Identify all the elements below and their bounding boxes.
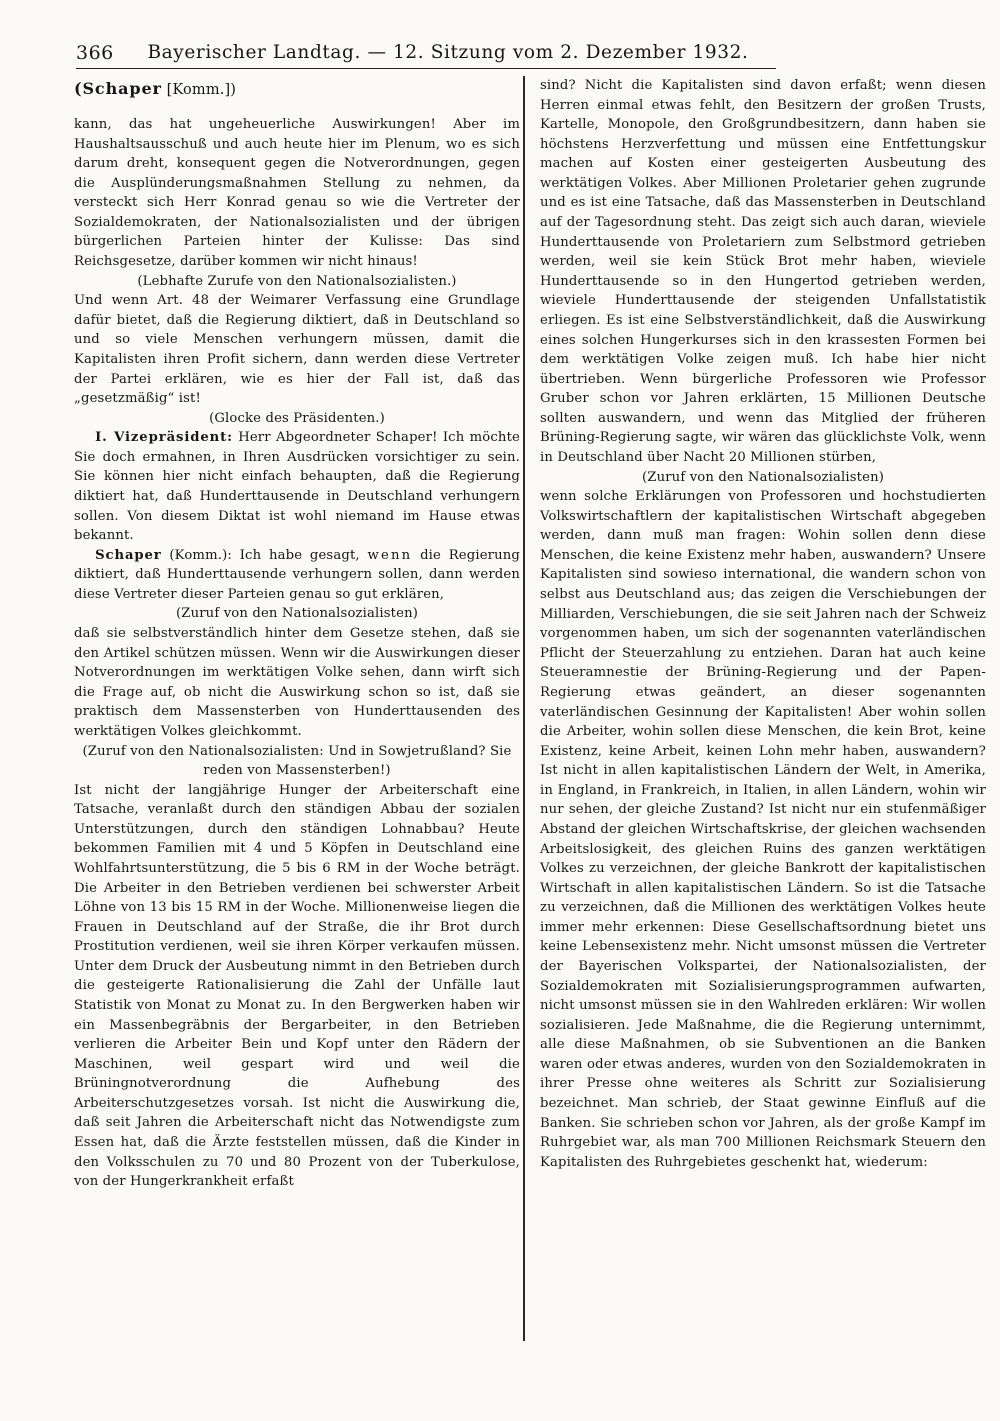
speaker-name: I. Vizepräsident:	[95, 430, 233, 446]
speaker-turn	[74, 546, 520, 605]
continuation-heading	[74, 76, 520, 115]
interjection: (Zuruf von den Nationalsozialisten: Und in Sowjetrußland? Sie reden von Massensterben!)	[82, 743, 512, 779]
continuation-speaker: (Schaper	[74, 79, 162, 98]
speech-paragraph: daß sie selbstverständlich hinter dem Gesetze stehen, daß sie den Artikel schützen müssen. Wenn wir die Auswirkungen dieser Notverordnungen im werktätigen Volke sehen, dann wirft sich die Frage auf, ob nicht die Auswirkung schon so ist, daß sie praktisch dem Massensterben von Hunderttausenden des werktätigen Volkes gleichkommt.	[74, 626, 520, 739]
interjection: (Zuruf von den Nationalsozialisten)	[175, 606, 419, 622]
speech-paragraph: wenn solche Erklärungen von Professoren und hochstudierten Volkswirtschaftlern der kapitalistischen Wirtschaft abgegeben werden, dann muß man fragen: Wohin sollen denn diese Menschen, die keine Existenz mehr haben, auswandern? Unsere Kapitalisten sind sowieso international, die wandern schon von selbst aus Deutschland aus; das zeigen die Verschiebungen der Milliarden, Verschiebungen, die sie seit Jahren nach der Schweiz vorgenommen haben, um sich der sogenannten vaterländischen Pflicht der Steuerzahlung zu entziehen. Daran hat auch keine Steueramnestie der Brüning-Regierung und der Papen-Regierung etwas geändert, an dieser sogenannten vaterländischen Gesinnung der Kapitalisten! Aber wohin sollen die Arbeiter, wohin sollen diese Menschen, die kein Brot, keine Existenz, keine Arbeit, keinen Lohn mehr haben, auswandern? Ist nicht in allen kapitalistischen Ländern der Welt, in Amerika, in England, in Frankreich, in Italien, in allen Ländern, wohin wir nur sehen, der gleiche Zustand? Ist nicht nur ein stufenmäßiger Abstand der gleichen Wirtschaftskrise, der gleichen wachsenden Arbeitslosigkeit, des gleichen Ruins des ganzen werktätigen Volkes zu verzeichnen, der gleiche Bankrott der kapitalistischen Wirtschaft in allen kapitalistischen Ländern. So ist die Tatsache zu verzeichnen, daß die Millionen des werktätigen Volkes heute immer mehr erkennen: Diese Gesellschaftsordnung bietet uns keine Lebensexistenz mehr. Nicht umsonst müssen die Vertreter der Bayerischen Volkspartei, der Nationalsozialisten, der Sozialdemokraten mit Sozialisierungsprogrammen aufwarten, nicht umsonst müssen sie in den Wahlreden erklären: Wir wollen sozialisieren. Jede Maßnahme, die die Regierung unternimmt, alle diese Maßnahmen, ob sie Subventionen an die Banken waren oder etwas anderes, wurden von den Sozialdemokraten in ihrer Presse ohne weiteres als Schritt zur Sozialisierung bezeichnet. Man schrieb, der Staat gewinne Einfluß auf die Banken. Sie schrieben schon vor Jahren, als der große Kampf im Ruhrgebiet war, als man 700 Millionen Reichsmark Steuern den Kapitalisten des Ruhrgebietes geschenkt hat, wiederum:	[540, 489, 986, 1170]
speaker-party: (Komm.):	[161, 547, 240, 563]
speech-paragraph: kann, das hat ungeheuerliche Auswirkungen! Aber im Haushaltsausschuß und auch heute hier im Plenum, wo es sich darum dreht, konsequent gegen die Notverordnungen, gegen die Ausplünderungsmaßnahmen Stellung zu nehmen, da versteckt sich Herr Konrad genau so wie die Vertreter der Sozialdemokraten, der Nationalsozialisten und der übrigen bürgerlichen Parteien hinter der Kulisse: Das sind Reichsgesetze, darüber kommen wir nicht hinaus!	[74, 117, 520, 270]
speech-text: Ich habe gesagt,	[239, 547, 368, 563]
speech-text: die Regierung diktiert, daß Hunderttausende verhungern sollen, dann werden diese Vertreter dieser Parteien genau so gut erklären,	[74, 547, 521, 602]
interjection: (Lebhafte Zurufe von den Nationalsozialisten.)	[137, 273, 457, 289]
speaker-name: Schaper	[95, 547, 162, 563]
speech-paragraph: sind? Nicht die Kapitalisten sind davon erfaßt; wenn diesen Herren einmal etwas fehlt, den Besitzern der großen Trusts, Kartelle, Monopole, den Großgrundbesitzern, dann haben sie höchstens Herzverfettung und müssen eine Entfettungskur machen auf Kosten einer gesteigerten Ausbeutung des werktätigen Volkes. Aber Millionen Proletarier gehen zugrunde und es ist eine Tatsache, daß das Massensterben in Deutschland auf der Tagesordnung steht. Das zeigt sich auch daran, wieviele Hunderttausende von Proletariern zum Selbstmord getrieben werden, weil sie kein Stück Brot mehr haben, wieviele Hunderttausende so in den Hungertod getrieben werden, wieviele Hunderttausende der steigenden Unfallstatistik erliegen. Es ist eine Selbstverständlichkeit, daß die Auswirkung eines solchen Hungerkurses sich in den krassesten Formen bei dem werktätigen Volke zeigen muß. Ich habe hier nicht übertrieben. Wenn bürgerliche Professoren wie Professor Gruber schon vor Jahren erklärten, 15 Millionen Deutsche sollten auswandern, und wenn das Mitglied der früheren Brüning-Regierung sagte, wir wären das glücklichste Volk, wenn in Deutschland über Nacht 20 Millionen stürben,	[540, 78, 986, 465]
page-number: 366	[76, 42, 114, 64]
speech-paragraph: Und wenn Art. 48 der Weimarer Verfassung eine Grundlage dafür bietet, daß die Regierung diktiert, daß in Deutschland so und so viele Menschen verhungern müssen, damit die Kapitalisten ihren Profit sichern, dann werden diese Vertreter der Partei erklären, wie es hier der Fall ist, daß das „gesetzmäßig“ ist!	[74, 293, 520, 407]
speech-paragraph: Ist nicht der langjährige Hunger der Arbeiterschaft eine Tatsache, veranlaßt durch den ständigen Abbau der sozialen Unterstützungen, durch den ständigen Lohnabbau? Heute bekommen Familien mit 4 und 5 Köpfen in Deutschland eine Wohlfahrtsunterstützung, die 5 bis 6 RM in der Woche beträgt. Die Arbeiter in den Betrieben verdienen bei schwerster Arbeit Löhne von 13 bis 15 RM in der Woche. Millionenweise liegen die Frauen in Deutschland auf der Straße, die ihr Brot durch Prostitution verdienen, weil sie ihren Körper verkaufen müssen. Unter dem Druck der Ausbeutung nimmt in den Betrieben durch die gesteigerte Rationalisierung die Zahl der Unfälle laut Statistik von Monat zu Monat zu. In den Bergwerken haben wir ein Massenbegräbnis der Bergarbeiter, in den Betrieben verlieren die Arbeiter Bein und Kopf unter den Rädern der Maschinen, weil gespart wird und weil die Brüningnotverordnung die Aufhebung des Arbeiterschutzgesetzes vorsah. Ist nicht die Auswirkung die, daß seit Jahren die Arbeiterschaft nicht das Notwendigste zum Essen hat, daß die Ärzte feststellen müssen, daß die Kinder in den Volksschulen zu 70 und 80 Prozent von der Tuberkulose, von der Hungerkrankheit erfaßt	[74, 782, 520, 1190]
right-column	[540, 76, 986, 1172]
interjection: (Zuruf von den Nationalsozialisten)	[641, 469, 885, 485]
remark-text: Herr Abgeordneter Schaper! Ich möchte Sie doch ermahnen, in Ihren Ausdrücken vorsichtiger zu sein. Sie können hier nicht einfach behaupten, daß die Regierung diktiert hat, daß Hunderttausende in Deutschland verhungern sollen. Von diesem Diktat ist wohl niemand im Hause etwas bekannt.	[74, 430, 520, 544]
interjection: (Glocke des Präsidenten.)	[209, 410, 385, 426]
emphasis: wenn	[367, 547, 413, 563]
running-title: Bayerischer Landtag. — 12. Sitzung vom 2. Dezember 1932.	[147, 42, 749, 63]
column-divider	[523, 76, 525, 1341]
continuation-party: [Komm.])	[161, 82, 237, 98]
page-header	[76, 40, 776, 69]
vice-president-remark	[74, 428, 520, 545]
left-column	[74, 76, 520, 1192]
